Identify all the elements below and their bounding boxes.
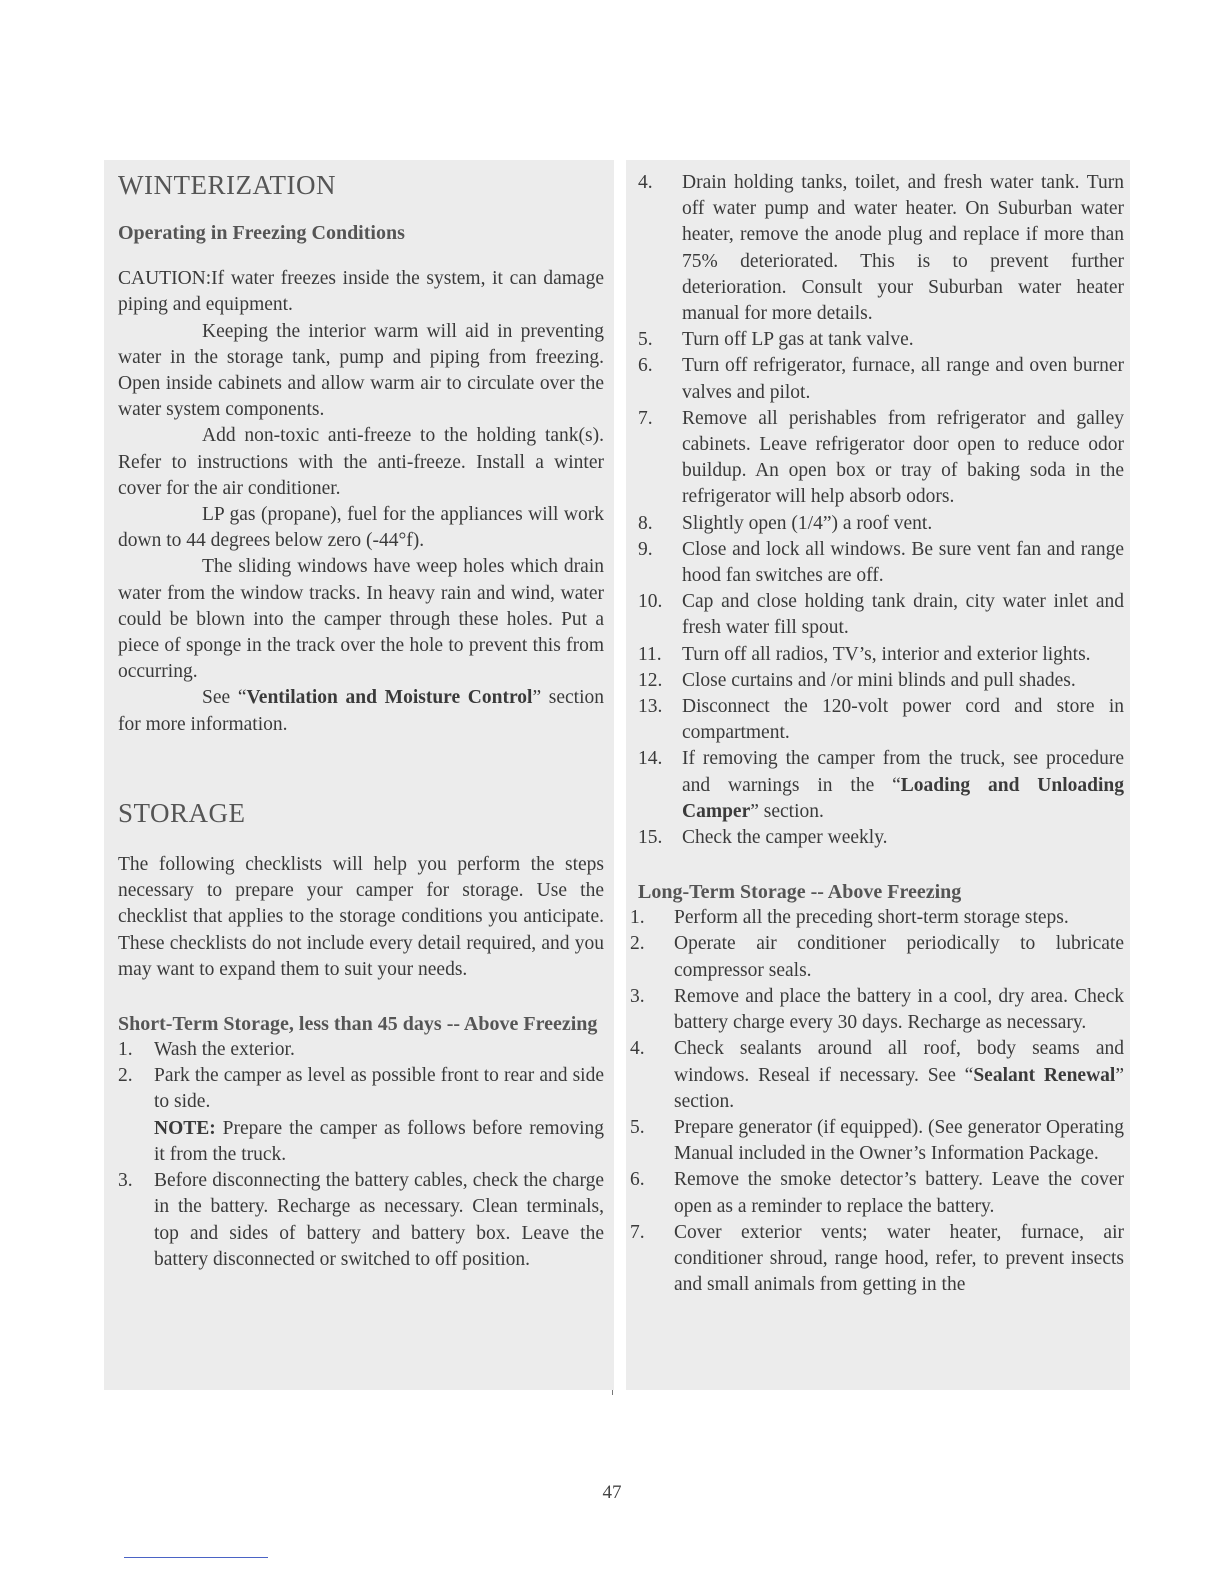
step-number: 13.: [638, 696, 663, 718]
see-ventilation-paragraph: [118, 685, 604, 737]
step-number: 10.: [638, 591, 663, 613]
step-number: 11.: [638, 643, 662, 665]
short-term-storage-heading: Short-Term Storage, less than 45 days -- Above Freezing: [118, 1013, 598, 1036]
step-number: 8.: [638, 512, 653, 534]
step-text: Cover exterior vents; water heater, furnace, air conditioner shroud, range hood, refer, to prevent insects and small animals from getting in the: [674, 1221, 1124, 1296]
lp-gas-paragraph: LP gas (propane), fuel for the appliances will work down to 44 degrees below zero (-44°f).: [118, 504, 604, 552]
step-number: 7.: [630, 1221, 645, 1243]
step-text: Remove the smoke detector’s battery. Leave the cover open as a reminder to replace the battery.: [674, 1169, 1124, 1217]
list-item: [630, 931, 1124, 983]
list-item: [638, 746, 1124, 825]
see-suffix: ” section for more information.: [118, 687, 605, 735]
step-text: Remove all perishables from refrigerator and galley cabinets. Leave refrigerator door open to reduce odor buildup. An open box or tray of baking soda in the refrigerator will help absorb odors.: [682, 407, 1124, 508]
step-text-prefix: If removing the camper from the truck, see procedure and warnings in the “: [682, 748, 1124, 796]
step-number: 6.: [630, 1169, 645, 1191]
step-text: Close and lock all windows. Be sure vent fan and range hood fan switches are off.: [682, 538, 1124, 587]
step-text: Cap and close holding tank drain, city water inlet and fresh water fill spout.: [682, 591, 1124, 639]
long-term-steps-list: [630, 905, 1124, 1298]
short-term-steps-list-left: [118, 1037, 604, 1273]
page-number: 47: [602, 1482, 622, 1503]
left-column: [104, 160, 614, 1390]
list-item: [638, 668, 1124, 694]
list-item: [630, 1220, 1124, 1299]
list-item: [118, 1063, 604, 1168]
right-column: [626, 160, 1130, 1390]
step-number: 3.: [630, 985, 645, 1007]
step-text: Check the camper weekly.: [682, 827, 888, 849]
step-number: 9.: [638, 538, 653, 560]
step-number: 1.: [630, 907, 645, 929]
step-text: Park the camper as level as possible front to rear and side to side.: [154, 1065, 604, 1113]
see-prefix: See “: [202, 687, 247, 709]
step-text: Before disconnecting the battery cables, check the charge in the battery. Recharge as necessary. Clean terminals, top and sides of battery and battery box. Leave the battery disconnected or switched to off position.: [154, 1170, 604, 1270]
step-text: Operate air conditioner periodically to lubricate compressor seals.: [674, 933, 1124, 981]
step-text: Drain holding tanks, toilet, and fresh water tank. Turn off water pump and water heater. On Suburban water heater, remove the anode plug and replace if more than 75% deteriorated. This is to prevent further deterioration. Consult your Suburban water heater manual for more details.: [682, 172, 1124, 325]
step-number: 15.: [638, 827, 663, 849]
step-text: Turn off refrigerator, furnace, all range and oven burner valves and pilot.: [682, 355, 1124, 403]
winterization-heading: WINTERIZATION: [118, 170, 336, 200]
list-item: [638, 589, 1124, 641]
step-number: 1.: [118, 1039, 133, 1061]
list-item: [638, 406, 1124, 511]
step-number: 5.: [638, 329, 653, 351]
step-text: Slightly open (1/4”) a roof vent.: [682, 512, 933, 534]
storage-heading: STORAGE: [118, 797, 246, 828]
step-number: 5.: [630, 1116, 645, 1138]
step-text: Turn off LP gas at tank valve.: [682, 329, 914, 351]
step-text: Disconnect the 120-volt power cord and store in compartment.: [682, 696, 1124, 744]
step-text-suffix: ” section.: [750, 800, 824, 822]
list-item: [638, 327, 1124, 353]
step-text: Remove and place the battery in a cool, dry area. Check battery charge every 30 days. Recharge as necessary.: [674, 985, 1124, 1034]
footer-rule: [124, 1557, 268, 1558]
list-item: [638, 694, 1124, 746]
step-text-suffix: ” section.: [674, 1064, 1124, 1112]
interior-warm-paragraph: Keeping the interior warm will aid in preventing water in the storage tank, pump and piping from freezing. Open inside cabinets and allow warm air to circulate over the water system components.: [118, 320, 604, 421]
storage-intro-paragraph: The following checklists will help you perform the steps necessary to prepare your camper for storage. Use the checklist that applies to the storage conditions you anticipate. These checklists do not include every detail required, and you may want to expand them to suit your needs.: [118, 854, 604, 980]
freezing-conditions-subheading: Operating in Freezing Conditions: [118, 222, 405, 245]
step-number: 14.: [638, 748, 663, 770]
list-item: [638, 537, 1124, 589]
caution-paragraph: CAUTION:If water freezes inside the system, it can damage piping and equipment.: [118, 268, 604, 316]
step-text: Perform all the preceding short-term storage steps.: [674, 907, 1069, 929]
step-number: 3.: [118, 1170, 133, 1192]
list-item: [630, 1167, 1124, 1219]
step-text: Close curtains and /or mini blinds and pull shades.: [682, 669, 1076, 691]
note-label: NOTE:: [154, 1117, 216, 1139]
sealant-renewal-reference-link[interactable]: Sealant Renewal: [973, 1064, 1116, 1086]
list-item: [638, 825, 1124, 851]
note-text: Prepare the camper as follows before removing it from the truck.: [154, 1117, 604, 1165]
step-number: 2.: [118, 1065, 133, 1087]
list-item: [630, 905, 1124, 931]
step-text-prefix: Check sealants around all roof, body seams and windows. Reseal if necessary. See “: [674, 1038, 1124, 1086]
list-item: [638, 642, 1124, 668]
step-text: Prepare generator (if equipped). (See generator Operating Manual included in the Owner’s Information Package.: [674, 1116, 1124, 1165]
step-number: 6.: [638, 355, 653, 377]
loading-unloading-reference-link[interactable]: Loading and Unloading Camper: [682, 774, 1124, 822]
list-item: [118, 1168, 604, 1273]
list-item: [630, 984, 1124, 1036]
long-term-storage-heading: Long-Term Storage -- Above Freezing: [638, 881, 962, 904]
list-item: [638, 353, 1124, 405]
short-term-steps-list-right: [638, 170, 1124, 851]
list-item: [638, 170, 1124, 327]
step-number: 4.: [638, 172, 653, 193]
step-number: 12.: [638, 669, 663, 691]
step-number: 7.: [638, 407, 653, 429]
list-item: [638, 511, 1124, 537]
ventilation-reference-link[interactable]: Ventilation and Moisture Control: [246, 687, 533, 709]
step-text: Wash the exterior.: [154, 1039, 295, 1061]
list-item: [630, 1115, 1124, 1167]
anti-freeze-paragraph: Add non-toxic anti-freeze to the holding tank(s). Refer to instructions with the anti-freeze. Install a winter cover for the air conditioner.: [118, 425, 604, 499]
list-item: [630, 1036, 1124, 1115]
step-number: 2.: [630, 933, 645, 955]
step-text: Turn off all radios, TV’s, interior and exterior lights.: [682, 643, 1091, 665]
weep-holes-paragraph: The sliding windows have weep holes which drain water from the window tracks. In heavy rain and wind, water could be blown into the camper through these holes. Put a piece of sponge in the track over the hole to prevent this from occurring.: [118, 556, 604, 683]
step-number: 4.: [630, 1038, 645, 1060]
list-item: [118, 1037, 604, 1063]
